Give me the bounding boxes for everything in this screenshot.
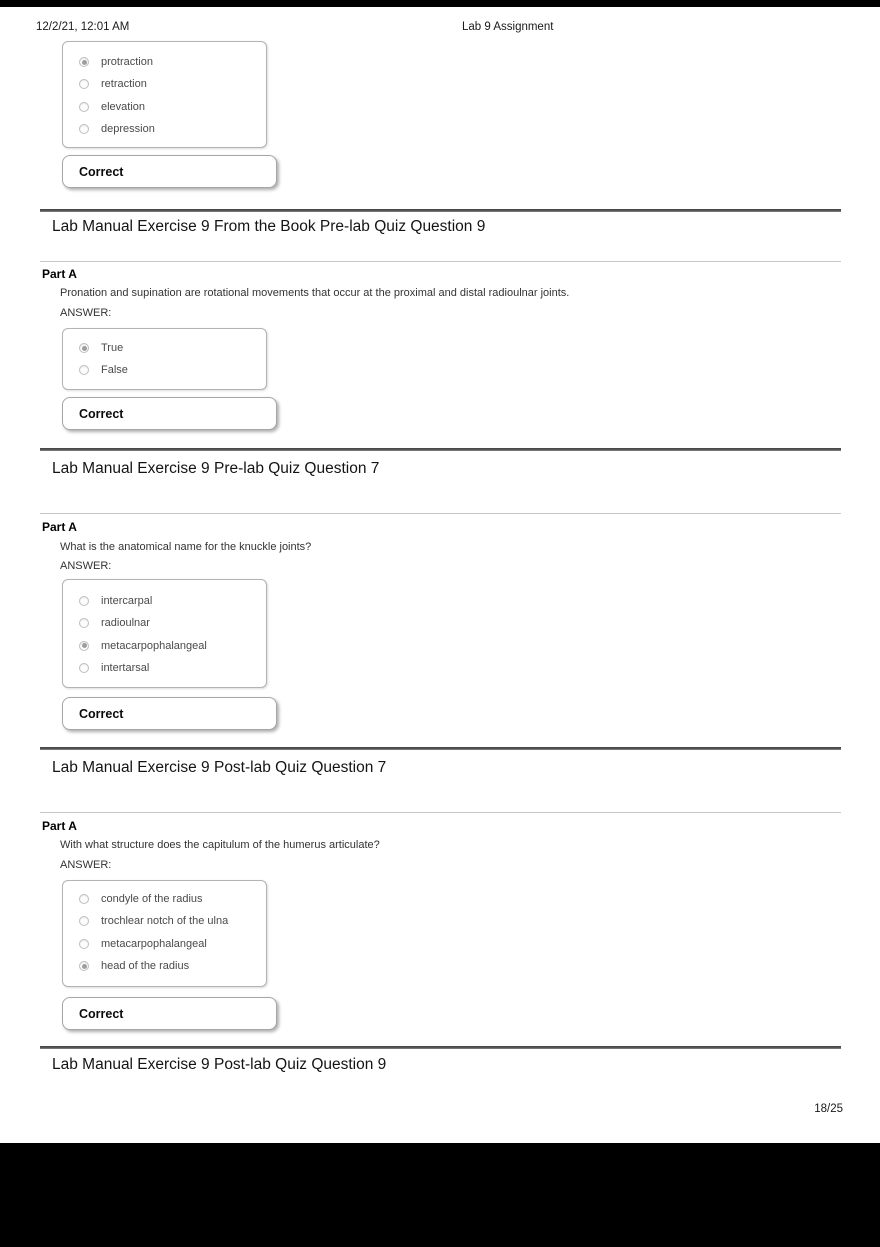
radio-icon[interactable] [79, 57, 89, 67]
answer-option-label: radioulnar [101, 617, 150, 630]
answer-option[interactable] [79, 359, 266, 381]
answer-option-label: retraction [101, 78, 147, 91]
section-title: Lab Manual Exercise 9 Post-lab Quiz Question 9 [52, 1056, 387, 1073]
section-title: Lab Manual Exercise 9 Post-lab Quiz Question 7 [52, 759, 387, 776]
question-text: With what structure does the capitulum of the humerus articulate? [60, 839, 380, 851]
radio-icon[interactable] [79, 916, 89, 926]
correct-label: Correct [79, 406, 124, 421]
options-box [62, 328, 267, 390]
options-box [62, 880, 267, 987]
radio-icon[interactable] [79, 596, 89, 606]
radio-icon[interactable] [79, 365, 89, 375]
section-divider [40, 209, 841, 212]
answer-option-label: metacarpophalangeal [101, 639, 207, 652]
answer-option-label: True [101, 342, 124, 355]
section-divider [40, 747, 841, 750]
radio-icon[interactable] [79, 894, 89, 904]
question-text: What is the anatomical name for the knuckle joints? [60, 541, 312, 553]
radio-icon[interactable] [79, 618, 89, 628]
answer-label: ANSWER: [60, 859, 112, 871]
top-black-bar [0, 0, 880, 7]
radio-icon[interactable] [79, 102, 89, 112]
answer-option-label: elevation [101, 100, 146, 113]
section-divider [40, 1046, 841, 1049]
answer-option[interactable] [79, 51, 266, 73]
part-label: Part A [42, 819, 77, 833]
section-title: Lab Manual Exercise 9 From the Book Pre-lab Quiz Question 9 [52, 218, 486, 235]
header-title: Lab 9 Assignment [462, 21, 554, 33]
radio-icon[interactable] [79, 641, 89, 651]
answer-option[interactable] [79, 910, 266, 932]
answer-option[interactable] [79, 933, 266, 955]
answer-option-label: trochlear notch of the ulna [101, 915, 229, 928]
answer-option[interactable] [79, 657, 266, 679]
answer-option-label: False [101, 364, 128, 377]
correct-badge [62, 997, 277, 1030]
answer-option[interactable] [79, 888, 266, 910]
part-divider [40, 513, 841, 514]
correct-badge [62, 697, 277, 730]
answer-option[interactable] [79, 118, 266, 140]
answer-option[interactable] [79, 73, 266, 95]
radio-icon[interactable] [79, 663, 89, 673]
answer-label: ANSWER: [60, 560, 112, 572]
page-number: 18/25 [814, 1103, 843, 1115]
correct-label: Correct [79, 1006, 124, 1021]
part-divider [40, 261, 841, 262]
part-label: Part A [42, 267, 77, 281]
radio-icon[interactable] [79, 124, 89, 134]
correct-badge [62, 397, 277, 430]
correct-label: Correct [79, 164, 124, 179]
answer-option[interactable] [79, 337, 266, 359]
answer-option-label: metacarpophalangeal [101, 937, 207, 950]
part-divider [40, 812, 841, 813]
radio-icon[interactable] [79, 939, 89, 949]
answer-option-label: intercarpal [101, 595, 153, 608]
answer-option[interactable] [79, 635, 266, 657]
options-box [62, 579, 267, 688]
bottom-black-bar [0, 1143, 880, 1247]
answer-label: ANSWER: [60, 307, 112, 319]
correct-badge [62, 155, 277, 188]
question-text: Pronation and supination are rotational movements that occur at the proximal and distal radioulnar joints. [60, 287, 570, 299]
answer-option[interactable] [79, 955, 266, 977]
answer-option[interactable] [79, 590, 266, 612]
radio-icon[interactable] [79, 343, 89, 353]
answer-option-label: condyle of the radius [101, 893, 203, 906]
section-title: Lab Manual Exercise 9 Pre-lab Quiz Question 7 [52, 460, 380, 477]
answer-option[interactable] [79, 96, 266, 118]
answer-option-label: head of the radius [101, 960, 190, 973]
options-box [62, 41, 267, 148]
correct-label: Correct [79, 706, 124, 721]
answer-option[interactable] [79, 612, 266, 634]
section-divider [40, 448, 841, 451]
part-label: Part A [42, 520, 77, 534]
answer-option-label: depression [101, 123, 155, 136]
answer-option-label: protraction [101, 56, 153, 69]
radio-icon[interactable] [79, 961, 89, 971]
header-date: 12/2/21, 12:01 AM [36, 21, 130, 33]
radio-icon[interactable] [79, 79, 89, 89]
answer-option-label: intertarsal [101, 662, 150, 675]
